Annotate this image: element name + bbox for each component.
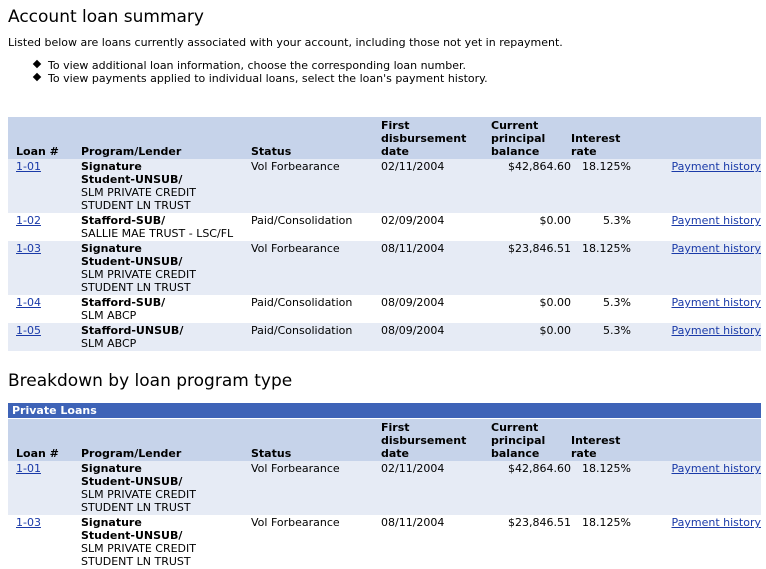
- disbursement-date-cell: 08/09/2004: [381, 323, 491, 351]
- loan-number-cell: [8, 461, 81, 515]
- col-principal-balance: Current principal balance: [491, 117, 571, 159]
- loan-number-cell: [8, 159, 81, 213]
- payment-history-link[interactable]: Payment history: [671, 324, 761, 337]
- loan-number-cell: [8, 241, 81, 295]
- payment-history-link[interactable]: Payment history: [671, 214, 761, 227]
- payment-history-cell: [631, 515, 761, 569]
- breakdown-table: [8, 419, 761, 569]
- program-lender-cell: Stafford-SUB/ SLM ABCP: [81, 295, 251, 323]
- table-row: [8, 213, 761, 241]
- col-disbursement-date: First disbursement date: [381, 419, 491, 461]
- table-row: [8, 159, 761, 213]
- payment-history-link[interactable]: Payment history: [671, 160, 761, 173]
- instruction-item: To view additional loan information, choose the corresponding loan number.: [8, 59, 488, 72]
- disbursement-date-cell: 08/11/2004: [381, 241, 491, 295]
- principal-balance-cell: $23,846.51: [491, 515, 571, 569]
- status-cell: Vol Forbearance: [251, 159, 381, 213]
- col-principal-balance: Current principal balance: [491, 419, 571, 461]
- loan-number-link[interactable]: 1-03: [16, 516, 41, 529]
- program-lender-cell: Signature Student-UNSUB/ SLM PRIVATE CREDIT STUDENT LN TRUST: [81, 515, 251, 569]
- col-interest-rate: Interest rate: [571, 117, 631, 159]
- page-title: Account loan summary: [8, 7, 204, 27]
- payment-history-link[interactable]: Payment history: [671, 516, 761, 529]
- status-cell: Paid/Consolidation: [251, 323, 381, 351]
- intro-text: Listed below are loans currently associated with your account, including those not yet in repayment.: [8, 36, 563, 49]
- program-lender-cell: Signature Student-UNSUB/ SLM PRIVATE CREDIT STUDENT LN TRUST: [81, 461, 251, 515]
- disbursement-date-cell: 02/09/2004: [381, 213, 491, 241]
- disbursement-date-cell: 08/11/2004: [381, 515, 491, 569]
- principal-balance-cell: $0.00: [491, 295, 571, 323]
- table-header-row: [8, 117, 761, 159]
- status-cell: Vol Forbearance: [251, 461, 381, 515]
- loan-number-link[interactable]: 1-02: [16, 214, 41, 227]
- col-interest-rate: Interest rate: [571, 419, 631, 461]
- table-row: [8, 323, 761, 351]
- col-program-lender: Program/Lender: [81, 419, 251, 461]
- table-row: [8, 461, 761, 515]
- payment-history-cell: [631, 213, 761, 241]
- payment-history-cell: [631, 295, 761, 323]
- principal-balance-cell: $42,864.60: [491, 461, 571, 515]
- loan-number-link[interactable]: 1-04: [16, 296, 41, 309]
- loan-summary-table: [8, 117, 761, 351]
- interest-rate-cell: 18.125%: [571, 241, 631, 295]
- loan-number-link[interactable]: 1-01: [16, 160, 41, 173]
- section-private-loans: Private Loans: [8, 403, 761, 418]
- status-cell: Vol Forbearance: [251, 515, 381, 569]
- col-loan-number: Loan #: [8, 117, 81, 159]
- col-program-lender: Program/Lender: [81, 117, 251, 159]
- program-lender-cell: Signature Student-UNSUB/ SLM PRIVATE CREDIT STUDENT LN TRUST: [81, 159, 251, 213]
- payment-history-cell: [631, 323, 761, 351]
- col-status: Status: [251, 117, 381, 159]
- col-status: Status: [251, 419, 381, 461]
- principal-balance-cell: $0.00: [491, 323, 571, 351]
- interest-rate-cell: 5.3%: [571, 323, 631, 351]
- col-loan-number: Loan #: [8, 419, 81, 461]
- loan-number-cell: [8, 213, 81, 241]
- loan-number-cell: [8, 323, 81, 351]
- disbursement-date-cell: 08/09/2004: [381, 295, 491, 323]
- payment-history-cell: [631, 461, 761, 515]
- interest-rate-cell: 18.125%: [571, 461, 631, 515]
- interest-rate-cell: 5.3%: [571, 213, 631, 241]
- disbursement-date-cell: 02/11/2004: [381, 461, 491, 515]
- loan-number-link[interactable]: 1-05: [16, 324, 41, 337]
- payment-history-link[interactable]: Payment history: [671, 296, 761, 309]
- program-lender-cell: Stafford-SUB/ SALLIE MAE TRUST - LSC/FL: [81, 213, 251, 241]
- table-header-row: [8, 419, 761, 461]
- col-payment-history: [631, 419, 761, 461]
- table-row: [8, 241, 761, 295]
- bullet-icon: [33, 73, 41, 81]
- program-lender-cell: Signature Student-UNSUB/ SLM PRIVATE CREDIT STUDENT LN TRUST: [81, 241, 251, 295]
- table-row: [8, 295, 761, 323]
- status-cell: Paid/Consolidation: [251, 213, 381, 241]
- col-disbursement-date: First disbursement date: [381, 117, 491, 159]
- instruction-list: [8, 59, 488, 85]
- loan-number-link[interactable]: 1-01: [16, 462, 41, 475]
- breakdown-title: Breakdown by loan program type: [8, 371, 293, 391]
- table-row: [8, 515, 761, 569]
- status-cell: Vol Forbearance: [251, 241, 381, 295]
- payment-history-cell: [631, 159, 761, 213]
- loan-number-cell: [8, 515, 81, 569]
- program-lender-cell: Stafford-UNSUB/ SLM ABCP: [81, 323, 251, 351]
- status-cell: Paid/Consolidation: [251, 295, 381, 323]
- bullet-icon: [33, 60, 41, 68]
- instruction-item: To view payments applied to individual loans, select the loan's payment history.: [8, 72, 488, 85]
- interest-rate-cell: 5.3%: [571, 295, 631, 323]
- loan-number-link[interactable]: 1-03: [16, 242, 41, 255]
- payment-history-link[interactable]: Payment history: [671, 242, 761, 255]
- principal-balance-cell: $23,846.51: [491, 241, 571, 295]
- loan-number-cell: [8, 295, 81, 323]
- payment-history-cell: [631, 241, 761, 295]
- col-payment-history: [631, 117, 761, 159]
- disbursement-date-cell: 02/11/2004: [381, 159, 491, 213]
- interest-rate-cell: 18.125%: [571, 515, 631, 569]
- principal-balance-cell: $42,864.60: [491, 159, 571, 213]
- interest-rate-cell: 18.125%: [571, 159, 631, 213]
- payment-history-link[interactable]: Payment history: [671, 462, 761, 475]
- principal-balance-cell: $0.00: [491, 213, 571, 241]
